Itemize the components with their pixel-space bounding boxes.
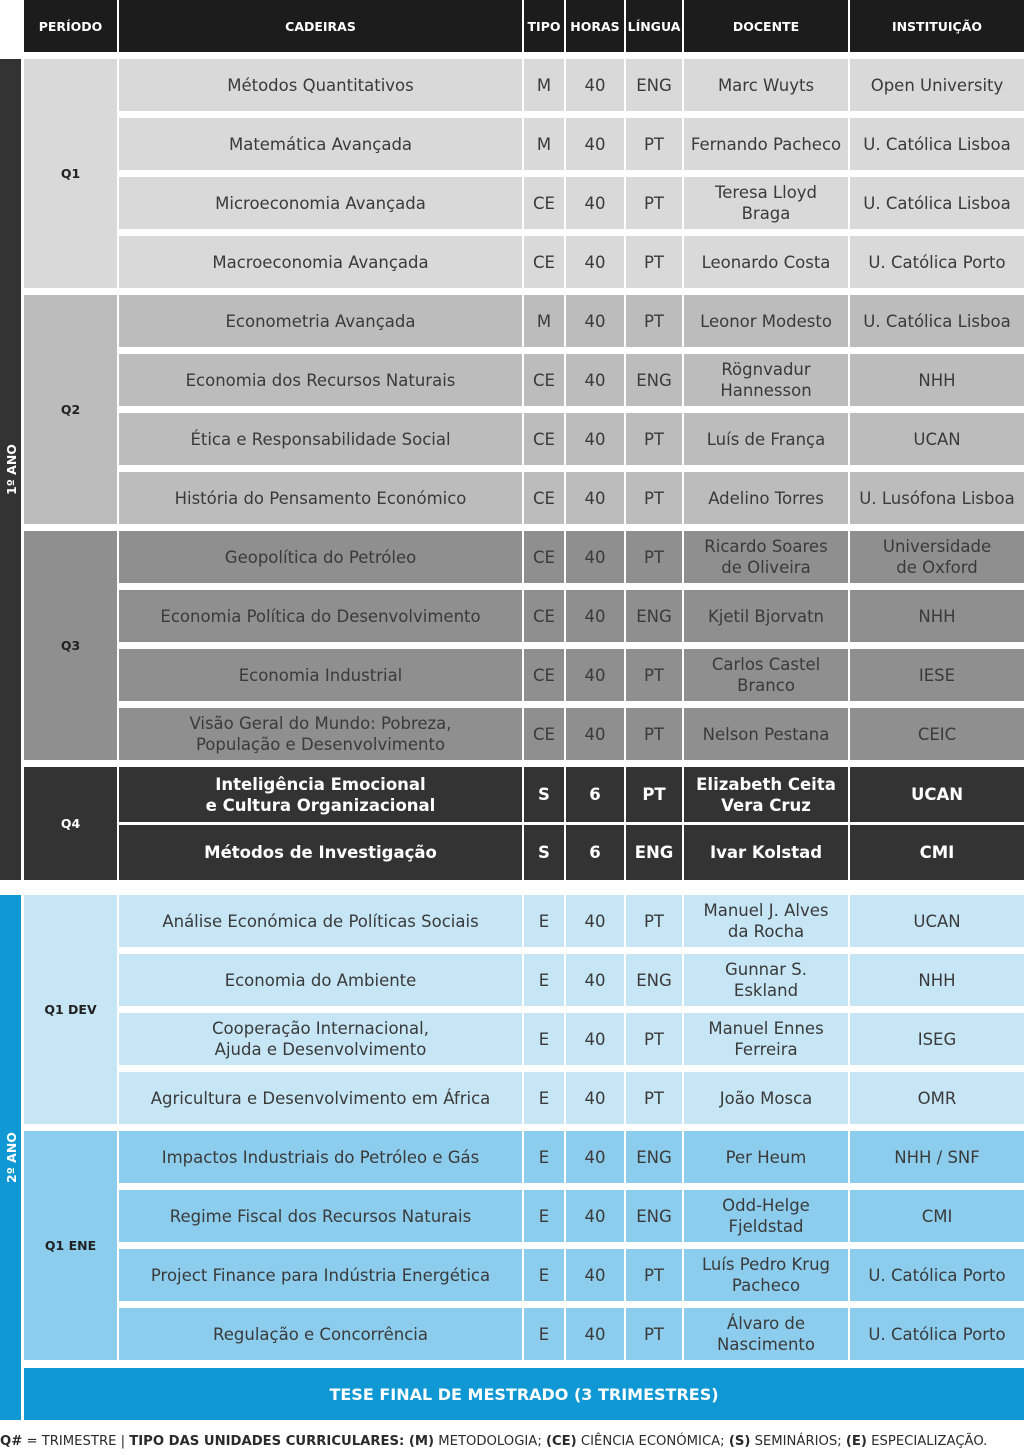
hours-cell: 40 bbox=[566, 590, 624, 642]
teacher-cell: Teresa Lloyd Braga bbox=[684, 177, 848, 229]
teacher-cell: João Mosca bbox=[684, 1072, 848, 1124]
footnote-e-key: (E) bbox=[845, 1434, 867, 1449]
teacher-cell: Ricardo Soares de Oliveira bbox=[684, 531, 848, 583]
period-label: Q4 bbox=[24, 767, 117, 880]
language-cell: PT bbox=[626, 1072, 682, 1124]
teacher-cell: Adelino Torres bbox=[684, 472, 848, 524]
institution-cell: U. Católica Porto bbox=[850, 236, 1024, 288]
course-cell: Microeconomia Avançada bbox=[119, 177, 522, 229]
course-cell: Geopolítica do Petróleo bbox=[119, 531, 522, 583]
hours-cell: 40 bbox=[566, 1308, 624, 1360]
header-lingua: LÍNGUA bbox=[626, 0, 682, 52]
header-docente: DOCENTE bbox=[684, 0, 848, 52]
header-horas: HORAS bbox=[566, 0, 624, 52]
teacher-cell: Leonor Modesto bbox=[684, 295, 848, 347]
teacher-cell: Fernando Pacheco bbox=[684, 118, 848, 170]
type-cell: CE bbox=[524, 531, 564, 583]
language-cell: PT bbox=[626, 767, 682, 822]
teacher-cell: Nelson Pestana bbox=[684, 708, 848, 760]
language-cell: PT bbox=[626, 1249, 682, 1301]
teacher-cell: Odd-Helge Fjeldstad bbox=[684, 1190, 848, 1242]
course-cell: Economia Industrial bbox=[119, 649, 522, 701]
type-cell: CE bbox=[524, 236, 564, 288]
course-cell: Ética e Responsabilidade Social bbox=[119, 413, 522, 465]
period-label: Q1 ENE bbox=[24, 1131, 117, 1360]
institution-cell: U. Lusófona Lisboa bbox=[850, 472, 1024, 524]
period-label: Q3 bbox=[24, 531, 117, 760]
hours-cell: 6 bbox=[566, 767, 624, 822]
teacher-cell: Luís Pedro Krug Pacheco bbox=[684, 1249, 848, 1301]
course-cell: Regime Fiscal dos Recursos Naturais bbox=[119, 1190, 522, 1242]
hours-cell: 40 bbox=[566, 472, 624, 524]
teacher-cell: Leonardo Costa bbox=[684, 236, 848, 288]
period-label: Q2 bbox=[24, 295, 117, 524]
teacher-cell: Luís de França bbox=[684, 413, 848, 465]
language-cell: PT bbox=[626, 118, 682, 170]
language-cell: PT bbox=[626, 472, 682, 524]
type-cell: M bbox=[524, 295, 564, 347]
institution-cell: Open University bbox=[850, 59, 1024, 111]
institution-cell: U. Católica Porto bbox=[850, 1308, 1024, 1360]
course-cell: Cooperação Internacional, Ajuda e Desenvolvimento bbox=[119, 1013, 522, 1065]
footnote-s-text: SEMINÁRIOS; bbox=[750, 1434, 846, 1449]
language-cell: PT bbox=[626, 708, 682, 760]
header-periodo: PERÍODO bbox=[24, 0, 117, 52]
institution-cell: UCAN bbox=[850, 767, 1024, 822]
type-cell: CE bbox=[524, 413, 564, 465]
language-cell: PT bbox=[626, 295, 682, 347]
type-cell: E bbox=[524, 1131, 564, 1183]
footnote-ce-key: (CE) bbox=[545, 1434, 577, 1449]
language-cell: PT bbox=[626, 177, 682, 229]
course-cell: Inteligência Emocional e Cultura Organizacional bbox=[119, 767, 522, 822]
period-label: Q1 bbox=[24, 59, 117, 288]
language-cell: PT bbox=[626, 531, 682, 583]
type-cell: E bbox=[524, 1308, 564, 1360]
hours-cell: 40 bbox=[566, 1131, 624, 1183]
institution-cell: U. Católica Lisboa bbox=[850, 295, 1024, 347]
institution-cell: Universidade de Oxford bbox=[850, 531, 1024, 583]
teacher-cell: Elizabeth Ceita Vera Cruz bbox=[684, 767, 848, 822]
footnote-m-key: (M) bbox=[404, 1434, 435, 1449]
teacher-cell: Manuel J. Alves da Rocha bbox=[684, 895, 848, 947]
year1-label: 1º ANO bbox=[3, 444, 19, 495]
hours-cell: 40 bbox=[566, 354, 624, 406]
type-cell: E bbox=[524, 895, 564, 947]
hours-cell: 40 bbox=[566, 295, 624, 347]
teacher-cell: Álvaro de Nascimento bbox=[684, 1308, 848, 1360]
language-cell: ENG bbox=[626, 1131, 682, 1183]
hours-cell: 40 bbox=[566, 1249, 624, 1301]
year2-label: 2º ANO bbox=[3, 1132, 19, 1183]
course-cell: Visão Geral do Mundo: Pobreza, População e Desenvolvimento bbox=[119, 708, 522, 760]
course-cell: História do Pensamento Económico bbox=[119, 472, 522, 524]
hours-cell: 40 bbox=[566, 1072, 624, 1124]
institution-cell: IESE bbox=[850, 649, 1024, 701]
hours-cell: 40 bbox=[566, 531, 624, 583]
hours-cell: 40 bbox=[566, 236, 624, 288]
language-cell: PT bbox=[626, 895, 682, 947]
type-cell: E bbox=[524, 1013, 564, 1065]
type-cell: CE bbox=[524, 354, 564, 406]
institution-cell: OMR bbox=[850, 1072, 1024, 1124]
type-cell: CE bbox=[524, 649, 564, 701]
language-cell: PT bbox=[626, 1308, 682, 1360]
course-cell: Métodos de Investigação bbox=[119, 825, 522, 880]
hours-cell: 40 bbox=[566, 118, 624, 170]
type-cell: S bbox=[524, 825, 564, 880]
type-cell: E bbox=[524, 1072, 564, 1124]
teacher-cell: Rögnvadur Hannesson bbox=[684, 354, 848, 406]
course-cell: Macroeconomia Avançada bbox=[119, 236, 522, 288]
teacher-cell: Marc Wuyts bbox=[684, 59, 848, 111]
footnote-e-text: ESPECIALIZAÇÃO. bbox=[866, 1434, 988, 1449]
type-cell: CE bbox=[524, 177, 564, 229]
course-cell: Impactos Industriais do Petróleo e Gás bbox=[119, 1131, 522, 1183]
institution-cell: UCAN bbox=[850, 895, 1024, 947]
footnote-m-text: METODOLOGIA; bbox=[434, 1434, 546, 1449]
institution-cell: CMI bbox=[850, 825, 1024, 880]
course-cell: Economia dos Recursos Naturais bbox=[119, 354, 522, 406]
language-cell: ENG bbox=[626, 954, 682, 1006]
header-tipo: TIPO bbox=[524, 0, 564, 52]
type-cell: CE bbox=[524, 472, 564, 524]
language-cell: ENG bbox=[626, 1190, 682, 1242]
language-cell: PT bbox=[626, 413, 682, 465]
header-instituicao: INSTITUIÇÃO bbox=[850, 0, 1024, 52]
course-cell: Análise Económica de Políticas Sociais bbox=[119, 895, 522, 947]
institution-cell: UCAN bbox=[850, 413, 1024, 465]
language-cell: ENG bbox=[626, 825, 682, 880]
teacher-cell: Gunnar S. Eskland bbox=[684, 954, 848, 1006]
footnote bbox=[0, 1434, 1024, 1449]
hours-cell: 40 bbox=[566, 59, 624, 111]
teacher-cell: Kjetil Bjorvatn bbox=[684, 590, 848, 642]
institution-cell: CEIC bbox=[850, 708, 1024, 760]
footnote-q-text: = TRIMESTRE | bbox=[22, 1434, 130, 1449]
type-cell: E bbox=[524, 954, 564, 1006]
header-cadeiras: CADEIRAS bbox=[119, 0, 522, 52]
institution-cell: ISEG bbox=[850, 1013, 1024, 1065]
institution-cell: NHH bbox=[850, 590, 1024, 642]
language-cell: PT bbox=[626, 649, 682, 701]
hours-cell: 40 bbox=[566, 1190, 624, 1242]
type-cell: E bbox=[524, 1190, 564, 1242]
hours-cell: 40 bbox=[566, 954, 624, 1006]
type-cell: M bbox=[524, 118, 564, 170]
institution-cell: NHH bbox=[850, 954, 1024, 1006]
institution-cell: CMI bbox=[850, 1190, 1024, 1242]
course-cell: Agricultura e Desenvolvimento em África bbox=[119, 1072, 522, 1124]
language-cell: PT bbox=[626, 1013, 682, 1065]
hours-cell: 40 bbox=[566, 1013, 624, 1065]
institution-cell: NHH / SNF bbox=[850, 1131, 1024, 1183]
course-cell: Project Finance para Indústria Energética bbox=[119, 1249, 522, 1301]
footnote-q-key: Q# bbox=[0, 1434, 23, 1449]
type-cell: CE bbox=[524, 590, 564, 642]
language-cell: ENG bbox=[626, 590, 682, 642]
footnote-s-key: (S) bbox=[728, 1434, 751, 1449]
type-cell: S bbox=[524, 767, 564, 822]
hours-cell: 40 bbox=[566, 177, 624, 229]
header-row bbox=[0, 0, 1024, 52]
type-cell: E bbox=[524, 1249, 564, 1301]
teacher-cell: Manuel Ennes Ferreira bbox=[684, 1013, 848, 1065]
type-cell: M bbox=[524, 59, 564, 111]
thesis-bar: TESE FINAL DE MESTRADO (3 TRIMESTRES) bbox=[24, 1368, 1024, 1420]
course-cell: Economia do Ambiente bbox=[119, 954, 522, 1006]
course-cell: Regulação e Concorrência bbox=[119, 1308, 522, 1360]
course-cell: Economia Política do Desenvolvimento bbox=[119, 590, 522, 642]
language-cell: ENG bbox=[626, 59, 682, 111]
teacher-cell: Ivar Kolstad bbox=[684, 825, 848, 880]
period-label: Q1 DEV bbox=[24, 895, 117, 1124]
language-cell: ENG bbox=[626, 354, 682, 406]
course-cell: Econometria Avançada bbox=[119, 295, 522, 347]
institution-cell: NHH bbox=[850, 354, 1024, 406]
type-cell: CE bbox=[524, 708, 564, 760]
footnote-types-key: TIPO DAS UNIDADES CURRICULARES: bbox=[129, 1434, 405, 1449]
language-cell: PT bbox=[626, 236, 682, 288]
course-cell: Métodos Quantitativos bbox=[119, 59, 522, 111]
hours-cell: 6 bbox=[566, 825, 624, 880]
hours-cell: 40 bbox=[566, 895, 624, 947]
institution-cell: U. Católica Lisboa bbox=[850, 118, 1024, 170]
hours-cell: 40 bbox=[566, 649, 624, 701]
footnote-ce-text: CIÊNCIA ECONÓMICA; bbox=[576, 1434, 729, 1449]
course-cell: Matemática Avançada bbox=[119, 118, 522, 170]
institution-cell: U. Católica Lisboa bbox=[850, 177, 1024, 229]
teacher-cell: Per Heum bbox=[684, 1131, 848, 1183]
hours-cell: 40 bbox=[566, 708, 624, 760]
teacher-cell: Carlos Castel Branco bbox=[684, 649, 848, 701]
institution-cell: U. Católica Porto bbox=[850, 1249, 1024, 1301]
hours-cell: 40 bbox=[566, 413, 624, 465]
